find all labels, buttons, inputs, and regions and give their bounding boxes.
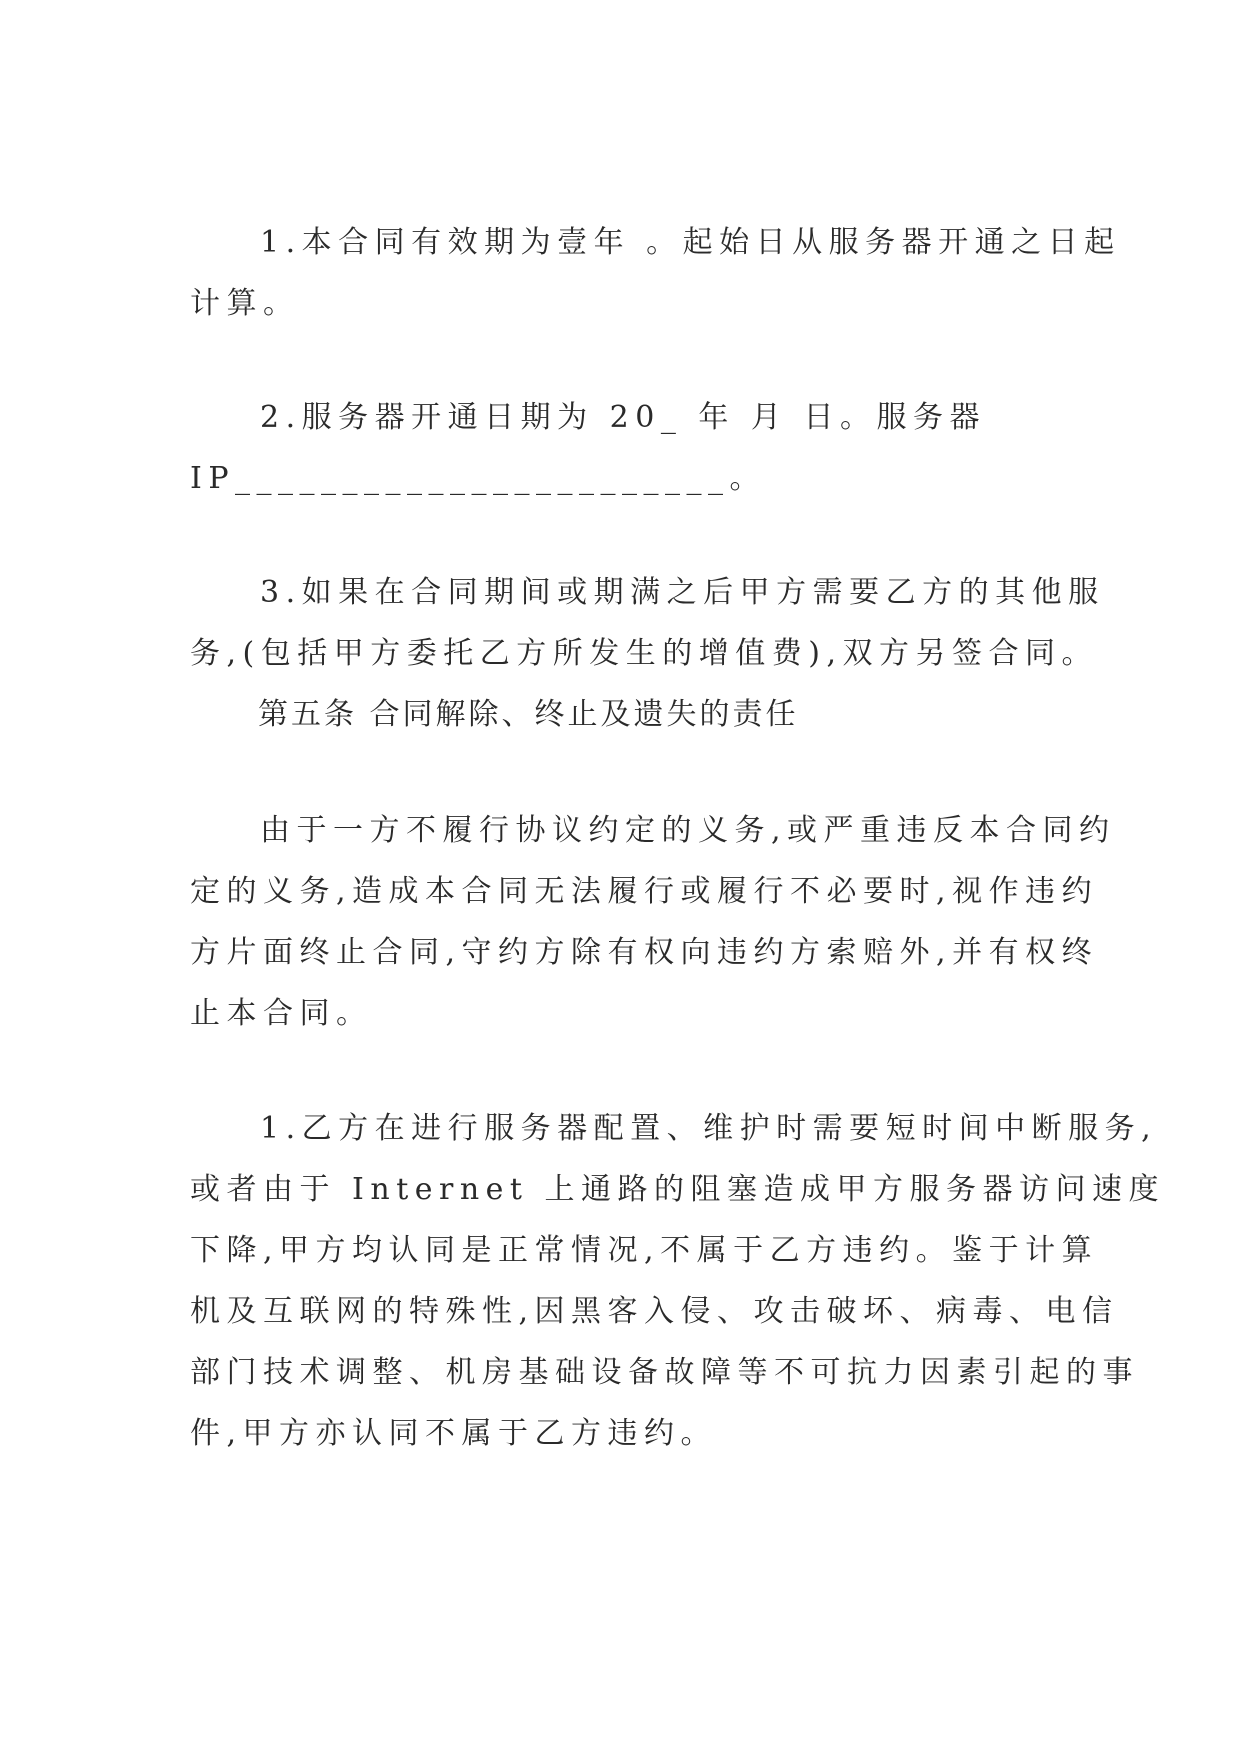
text-line: 机及互联网的特殊性,因黑客入侵、攻击破坏、病毒、电信 bbox=[190, 1294, 1119, 1329]
text-line: 或者由于 Internet 上通路的阻塞造成甲方服务器访问速度 bbox=[190, 1172, 1166, 1207]
text-line: 计算。 bbox=[190, 286, 300, 321]
text-line: 定的义务,造成本合同无法履行或履行不必要时,视作违约 bbox=[190, 874, 1099, 909]
text-line: IP_______________________。 bbox=[190, 461, 767, 496]
clause-other-services-paragraph-cont bbox=[190, 623, 1098, 684]
article-five-heading: 第五条 合同解除、终止及遗失的责任 bbox=[258, 697, 799, 732]
clause-other-services-paragraph bbox=[190, 562, 1105, 623]
text-line: 方片面终止合同,守约方除有权向违约方索赔外,并有权终 bbox=[190, 935, 1099, 970]
breach-termination-paragraph bbox=[190, 800, 1116, 861]
text-line: 2.服务器开通日期为 20_ 年 月 日。服务器 bbox=[260, 400, 986, 435]
text-line: 部门技术调整、机房基础设备故障等不可抗力因素引起的事 bbox=[190, 1355, 1139, 1390]
service-interruption-paragraph-cont bbox=[190, 1159, 1166, 1464]
document-body bbox=[190, 212, 1166, 1464]
text-line: 1.本合同有效期为壹年 。起始日从服务器开通之日起 bbox=[260, 225, 1121, 260]
text-line: 1.乙方在进行服务器配置、维护时需要短时间中断服务, bbox=[260, 1111, 1158, 1146]
clause-term-paragraph-cont bbox=[190, 273, 1050, 334]
text-line: 件,甲方亦认同不属于乙方违约。 bbox=[190, 1416, 718, 1451]
text-line: 下降,甲方均认同是正常情况,不属于乙方违约。鉴于计算 bbox=[190, 1233, 1099, 1268]
clause-open-date-paragraph-cont bbox=[190, 448, 1050, 509]
text-line: 务,(包括甲方委托乙方所发生的增值费),双方另签合同。 bbox=[190, 636, 1098, 671]
breach-termination-paragraph-cont bbox=[190, 861, 1099, 1044]
text-line: 由于一方不履行协议约定的义务,或严重违反本合同约 bbox=[260, 813, 1116, 848]
text-line: 止本合同。 bbox=[190, 996, 373, 1031]
clause-term-paragraph bbox=[190, 212, 1121, 273]
clause-open-date-paragraph bbox=[190, 387, 1050, 448]
text-line: 3.如果在合同期间或期满之后甲方需要乙方的其他服 bbox=[260, 575, 1105, 610]
service-interruption-paragraph bbox=[190, 1098, 1158, 1159]
